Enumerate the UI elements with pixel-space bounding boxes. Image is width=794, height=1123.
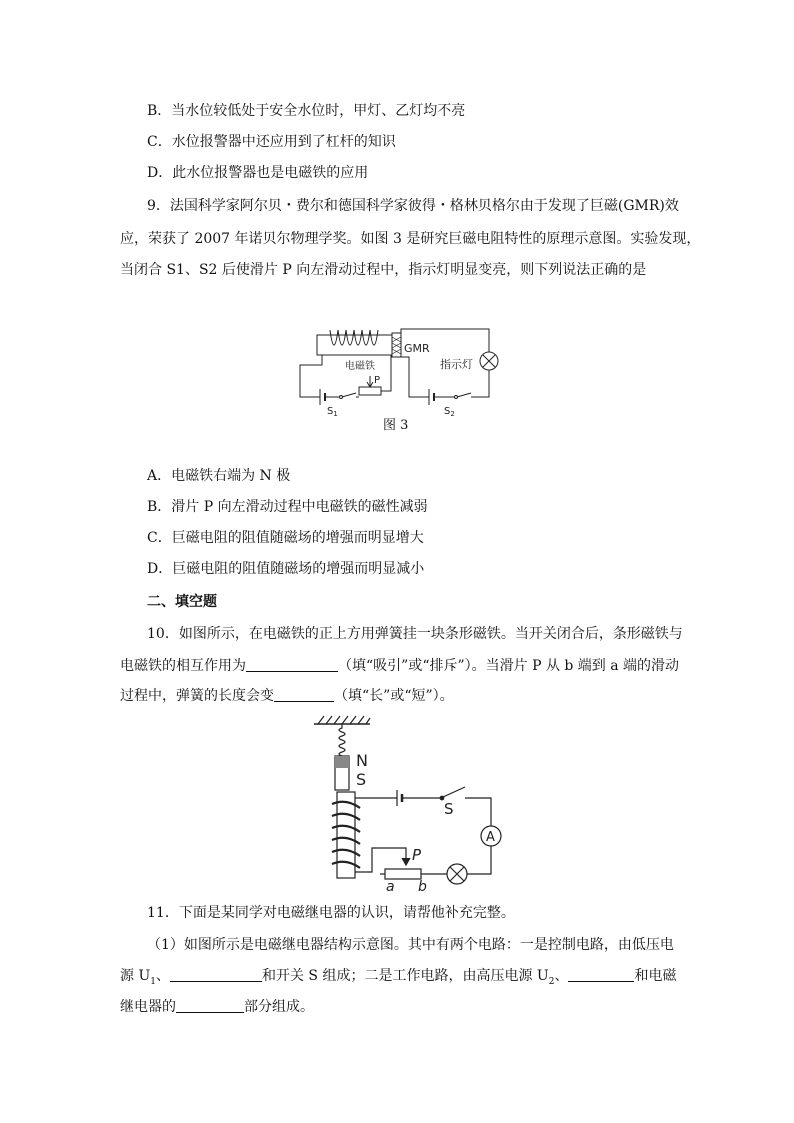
q11-stem-line4: 继电器的 部分组成。: [120, 999, 314, 1015]
end-a-label: a: [386, 879, 395, 892]
q11-stem-line1: 11．下面是某同学对电磁继电器的认识，请帮他补充完整。: [147, 905, 515, 921]
switch-s2-label: $S_2$: [444, 406, 455, 418]
q9-stem-line1: 9．法国科学家阿尔贝・费尔和德国科学家彼得・格林贝格尔由于发现了巨磁(GMR)效: [147, 198, 679, 214]
switch-blade: [443, 787, 465, 797]
q9-option-c: C．巨磁电阻的阻值随磁场的增强而明显增大: [147, 530, 424, 546]
electromagnet-core: [317, 335, 392, 355]
lamp-label: 指示灯: [440, 358, 473, 371]
q8-option-b: B．当水位较低处于安全水位时，甲灯、乙灯均不亮: [147, 103, 466, 119]
switch-s1-label: $S_1$: [327, 406, 338, 418]
magnet-n-label: N: [356, 751, 368, 770]
q10-electromagnet-spring-figure: [310, 712, 510, 892]
rheostat: [385, 869, 421, 879]
q11-blank-1[interactable]: [170, 967, 262, 982]
ammeter-label: A: [486, 830, 495, 845]
gmr-label: GMR: [404, 342, 430, 355]
q11-stem-line3: 源 $U_1$、 和开关 S 组成；二是工作电路，由高压电源 $U_2$、 和电磁: [120, 968, 677, 987]
slider-p-label: P: [412, 846, 422, 864]
q8-option-c: C．水位报警器中还应用到了杠杆的知识: [147, 134, 396, 150]
q10-stem-line2: 电磁铁的相互作用为 （填“吸引”或“排斥”）。当滑片 P 从 b 端到 a 端的滑动: [120, 658, 680, 674]
q8-option-d: D．此水位报警器也是电磁铁的应用: [147, 165, 369, 181]
figure3-gmr-circuit: [292, 322, 502, 418]
q10-stem-line1: 10．如图所示，在电磁铁的正上方用弹簧挂一块条形磁铁。当开关闭合后，条形磁铁与: [147, 626, 683, 642]
rheostat: [359, 387, 381, 395]
q9-stem-line2: 应，荣获了 2007 年诺贝尔物理学奖。如图 3 是研究巨磁电阻特性的原理示意图。实验发现，: [120, 231, 701, 247]
q10-stem-line3: 过程中，弹簧的长度会变 （填“长”或“短”）。: [120, 688, 454, 704]
electromagnet-label: 电磁铁: [345, 361, 375, 372]
q10-blank-1[interactable]: [246, 657, 338, 672]
spring: [339, 724, 345, 760]
q9-stem-line3: 当闭合 S1、S2 后使滑片 P 向左滑动过程中，指示灯明显变亮，则下列说法正确的是: [120, 262, 647, 278]
q11-blank-2[interactable]: [568, 967, 634, 982]
end-b-label: b: [418, 879, 427, 892]
slider-p-label: P: [374, 375, 381, 386]
q10-blank-2[interactable]: [274, 687, 334, 702]
q9-option-b: B．滑片 P 向左滑动过程中电磁铁的磁性减弱: [147, 499, 428, 515]
q9-option-a: A．电磁铁右端为 N 极: [147, 468, 291, 484]
q11-stem-line2: （1）如图所示是电磁继电器结构示意图。其中有两个电路：一是控制电路，由低压电: [147, 937, 674, 953]
q11-blank-3[interactable]: [176, 998, 244, 1013]
figure3-caption: 图 3: [383, 418, 409, 433]
q9-option-d: D．巨磁电阻的阻值随磁场的增强而明显减小: [147, 561, 425, 577]
magnet-s-label: S: [356, 770, 367, 789]
section-heading-fill-blank: 二、填空题: [147, 594, 217, 610]
switch-s-label: S: [444, 800, 454, 818]
